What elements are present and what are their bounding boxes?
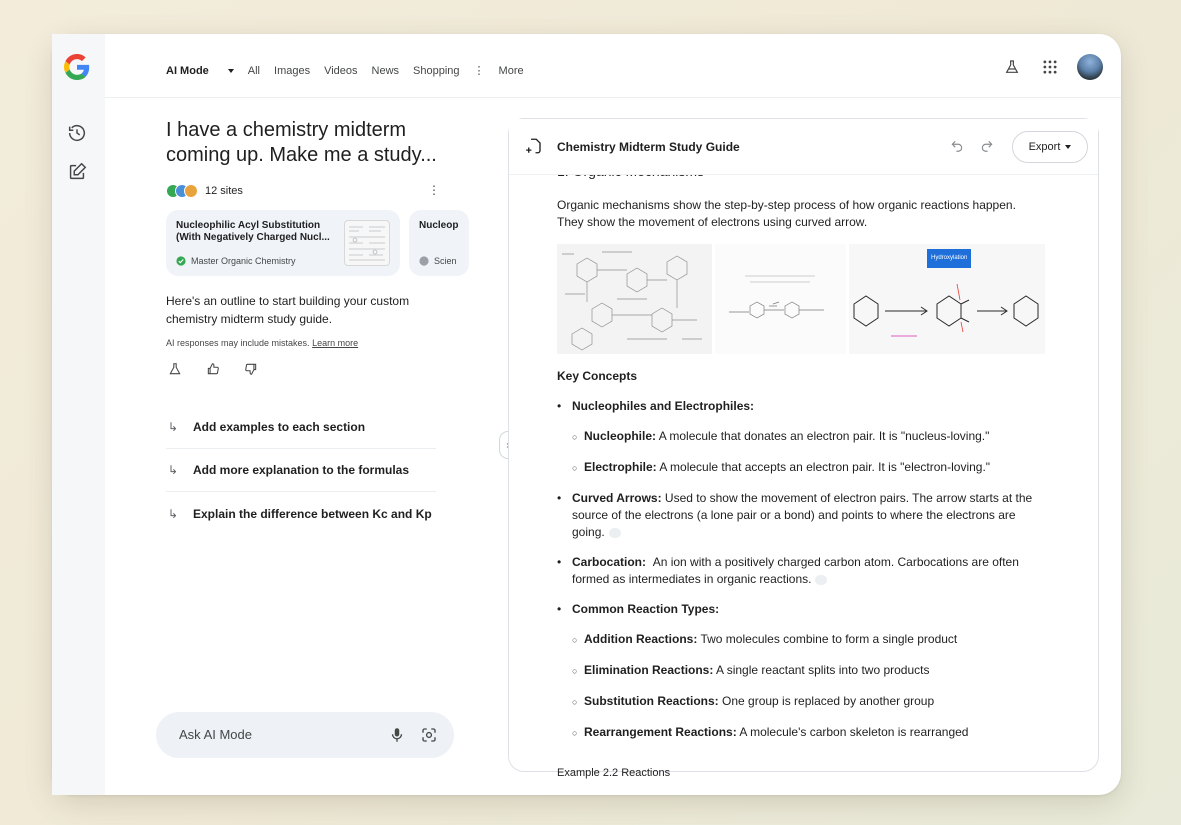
bullet-dot-icon: •	[557, 602, 562, 616]
document-sparkle-icon	[525, 137, 543, 155]
tab-images[interactable]: Images	[274, 64, 311, 77]
bullet-dot-icon: •	[557, 555, 562, 569]
suggestion-label: Explain the difference between Kc and Kp	[193, 506, 432, 521]
search-mode-tabs	[166, 64, 552, 77]
bullet-dot-icon: •	[557, 491, 562, 505]
more-options-icon[interactable]: ⋮	[428, 183, 440, 197]
bullet-item	[557, 554, 1047, 588]
source-card-site-name: Master Organic Chemistry	[191, 256, 296, 266]
disclaimer-text: AI responses may include mistakes.	[166, 338, 310, 348]
source-card-site	[176, 256, 296, 266]
source-favicon-icon	[184, 184, 198, 198]
bullet-term: Nucleophiles and Electrophiles:	[572, 399, 755, 413]
labs-flask-icon[interactable]	[168, 362, 184, 378]
bullet-term: Carbocation:	[572, 555, 647, 569]
bullet-term: Addition Reactions:	[584, 632, 698, 646]
apps-grid-icon[interactable]	[1039, 56, 1061, 78]
hydroxylation-diagram-image[interactable]	[849, 244, 1045, 354]
learn-more-link[interactable]: Learn more	[312, 338, 359, 348]
ask-input-placeholder: Ask AI Mode	[179, 727, 252, 742]
sub-bullet-item	[557, 428, 1047, 446]
subdirectory-arrow-icon: ↳	[168, 506, 179, 521]
suggestion-label: Add more explanation to the formulas	[193, 463, 410, 477]
feedback-row	[166, 362, 456, 378]
suggestion-item[interactable]	[166, 492, 436, 535]
sub-bullet-item	[557, 693, 1047, 711]
tab-news[interactable]: News	[371, 64, 400, 77]
section-intro: Organic mechanisms show the step-by-step process of how organic reactions happen. They show the movement of electrons using curved arrow.	[557, 198, 1016, 229]
bullet-text: Two molecules combine to form a single product	[700, 632, 958, 646]
user-query: I have a chemistry midterm coming up. Make me a study...	[166, 119, 437, 166]
follow-up-suggestions	[166, 406, 436, 535]
source-card-title: Nucleop	[419, 220, 459, 231]
source-card[interactable]	[166, 210, 400, 276]
thumbs-down-icon[interactable]	[244, 362, 260, 378]
bullet-text: A molecule's carbon skeleton is rearranged	[739, 725, 969, 739]
bullet-term: Electrophile:	[584, 460, 657, 474]
image-strip	[557, 244, 1045, 354]
bullet-item	[557, 490, 1047, 541]
panel-content	[557, 163, 1047, 742]
study-guide-panel	[508, 118, 1099, 779]
subdirectory-arrow-icon: ↳	[168, 463, 179, 477]
site-favicon-icon	[176, 256, 186, 266]
subdirectory-arrow-icon: ↳	[168, 420, 179, 434]
sub-bullet-item	[557, 724, 1047, 742]
google-logo-icon[interactable]	[64, 54, 90, 80]
thumbs-up-icon[interactable]	[206, 362, 222, 378]
sub-bullet-circle-icon: ○	[572, 666, 578, 676]
tab-ai-mode-label: AI Mode	[166, 64, 209, 77]
image-badge: Hydroxylation	[927, 249, 971, 268]
chevron-down-icon	[1065, 145, 1071, 149]
sub-bullet-circle-icon: ○	[572, 697, 578, 707]
reaction-scheme-image[interactable]	[715, 244, 846, 354]
bullet-text: A molecule that donates an electron pair. It is "nucleus-loving."	[658, 429, 990, 443]
source-card[interactable]	[409, 210, 469, 276]
source-cards	[166, 210, 459, 276]
bullet-term: Substitution Reactions:	[584, 694, 719, 708]
source-card-thumbnail	[344, 220, 390, 266]
key-concepts-heading: Key Concepts	[557, 369, 638, 383]
undo-icon[interactable]	[950, 139, 964, 153]
tab-ai-mode[interactable]	[166, 65, 234, 77]
tab-more[interactable]	[474, 64, 538, 77]
sub-bullet-circle-icon: ○	[572, 432, 578, 442]
tab-videos[interactable]: Videos	[324, 64, 358, 77]
app-window	[52, 34, 1121, 795]
sub-bullet-item	[557, 662, 1047, 680]
conversation-column	[166, 118, 459, 535]
export-button[interactable]	[1012, 131, 1088, 163]
sub-bullet-item	[557, 631, 1047, 649]
tab-more-label: More	[498, 65, 524, 77]
microphone-icon[interactable]	[388, 726, 406, 744]
more-vert-icon: ⋮	[473, 65, 485, 77]
suggestion-item[interactable]	[166, 449, 436, 492]
panel-header	[509, 119, 1098, 175]
tab-shopping[interactable]: Shopping	[413, 64, 460, 77]
redo-icon[interactable]	[980, 139, 994, 153]
ai-answer-text: Here's an outline to start building your custom chemistry midterm study guide.	[166, 294, 410, 326]
top-nav	[105, 34, 1121, 98]
panel-title: Chemistry Midterm Study Guide	[557, 140, 740, 154]
sub-bullet-item	[557, 459, 1047, 477]
citation-link-icon[interactable]	[815, 575, 827, 585]
disclaimer	[166, 338, 456, 348]
suggestion-label: Add examples to each section	[193, 420, 366, 434]
bullet-item	[557, 398, 1047, 415]
sources-summary[interactable]	[166, 182, 456, 200]
bullet-text: A single reactant splits into two products	[716, 663, 930, 677]
bullet-text: One group is replaced by another group	[722, 694, 935, 708]
export-label: Export	[1028, 141, 1061, 153]
source-favicons	[166, 184, 193, 198]
site-favicon-icon	[419, 256, 429, 266]
bullet-text: An ion with a positively charged carbon atom. Carbocations are often formed as intermediates in organic reactions.	[572, 555, 1019, 586]
side-rail	[52, 34, 105, 795]
bullet-term: Curved Arrows:	[572, 491, 662, 505]
source-card-title: Nucleophilic Acyl Substitution (With Negatively Charged Nucl...	[176, 220, 330, 243]
labs-flask-icon[interactable]	[1001, 56, 1023, 78]
sub-bullet-circle-icon: ○	[572, 635, 578, 645]
source-card-site	[419, 256, 457, 266]
avatar[interactable]	[1077, 54, 1103, 80]
new-chat-icon[interactable]	[66, 161, 88, 183]
mechanism-diagram-image[interactable]	[557, 244, 712, 354]
google-lens-icon[interactable]	[420, 726, 438, 744]
bullet-item	[557, 601, 1047, 618]
cutoff-text: Example 2.2 Reactions	[557, 767, 671, 779]
sources-count: 12 sites	[205, 185, 243, 197]
bullet-dot-icon: •	[557, 399, 562, 413]
ask-input[interactable]	[156, 712, 454, 758]
chevron-down-icon	[228, 69, 234, 73]
history-icon[interactable]	[66, 122, 88, 144]
bullet-term: Common Reaction Types:	[572, 602, 720, 616]
bullet-term: Rearrangement Reactions:	[584, 725, 737, 739]
suggestion-item[interactable]	[166, 406, 436, 449]
bullet-term: Elimination Reactions:	[584, 663, 714, 677]
header-actions	[985, 54, 1103, 80]
citation-link-icon[interactable]	[609, 528, 621, 538]
bullet-text: A molecule that accepts an electron pair. It is "electron-loving."	[659, 460, 991, 474]
bullet-term: Nucleophile:	[584, 429, 657, 443]
sub-bullet-circle-icon: ○	[572, 463, 578, 473]
sub-bullet-circle-icon: ○	[572, 728, 578, 738]
tab-all[interactable]: All	[247, 64, 261, 77]
source-card-site-name: Scien	[434, 256, 457, 266]
bullet-text: Used to show the movement of electron pairs. The arrow starts at the source of the electrons (a lone pair or a bond) and points to where the electrons are going.	[572, 491, 1033, 539]
